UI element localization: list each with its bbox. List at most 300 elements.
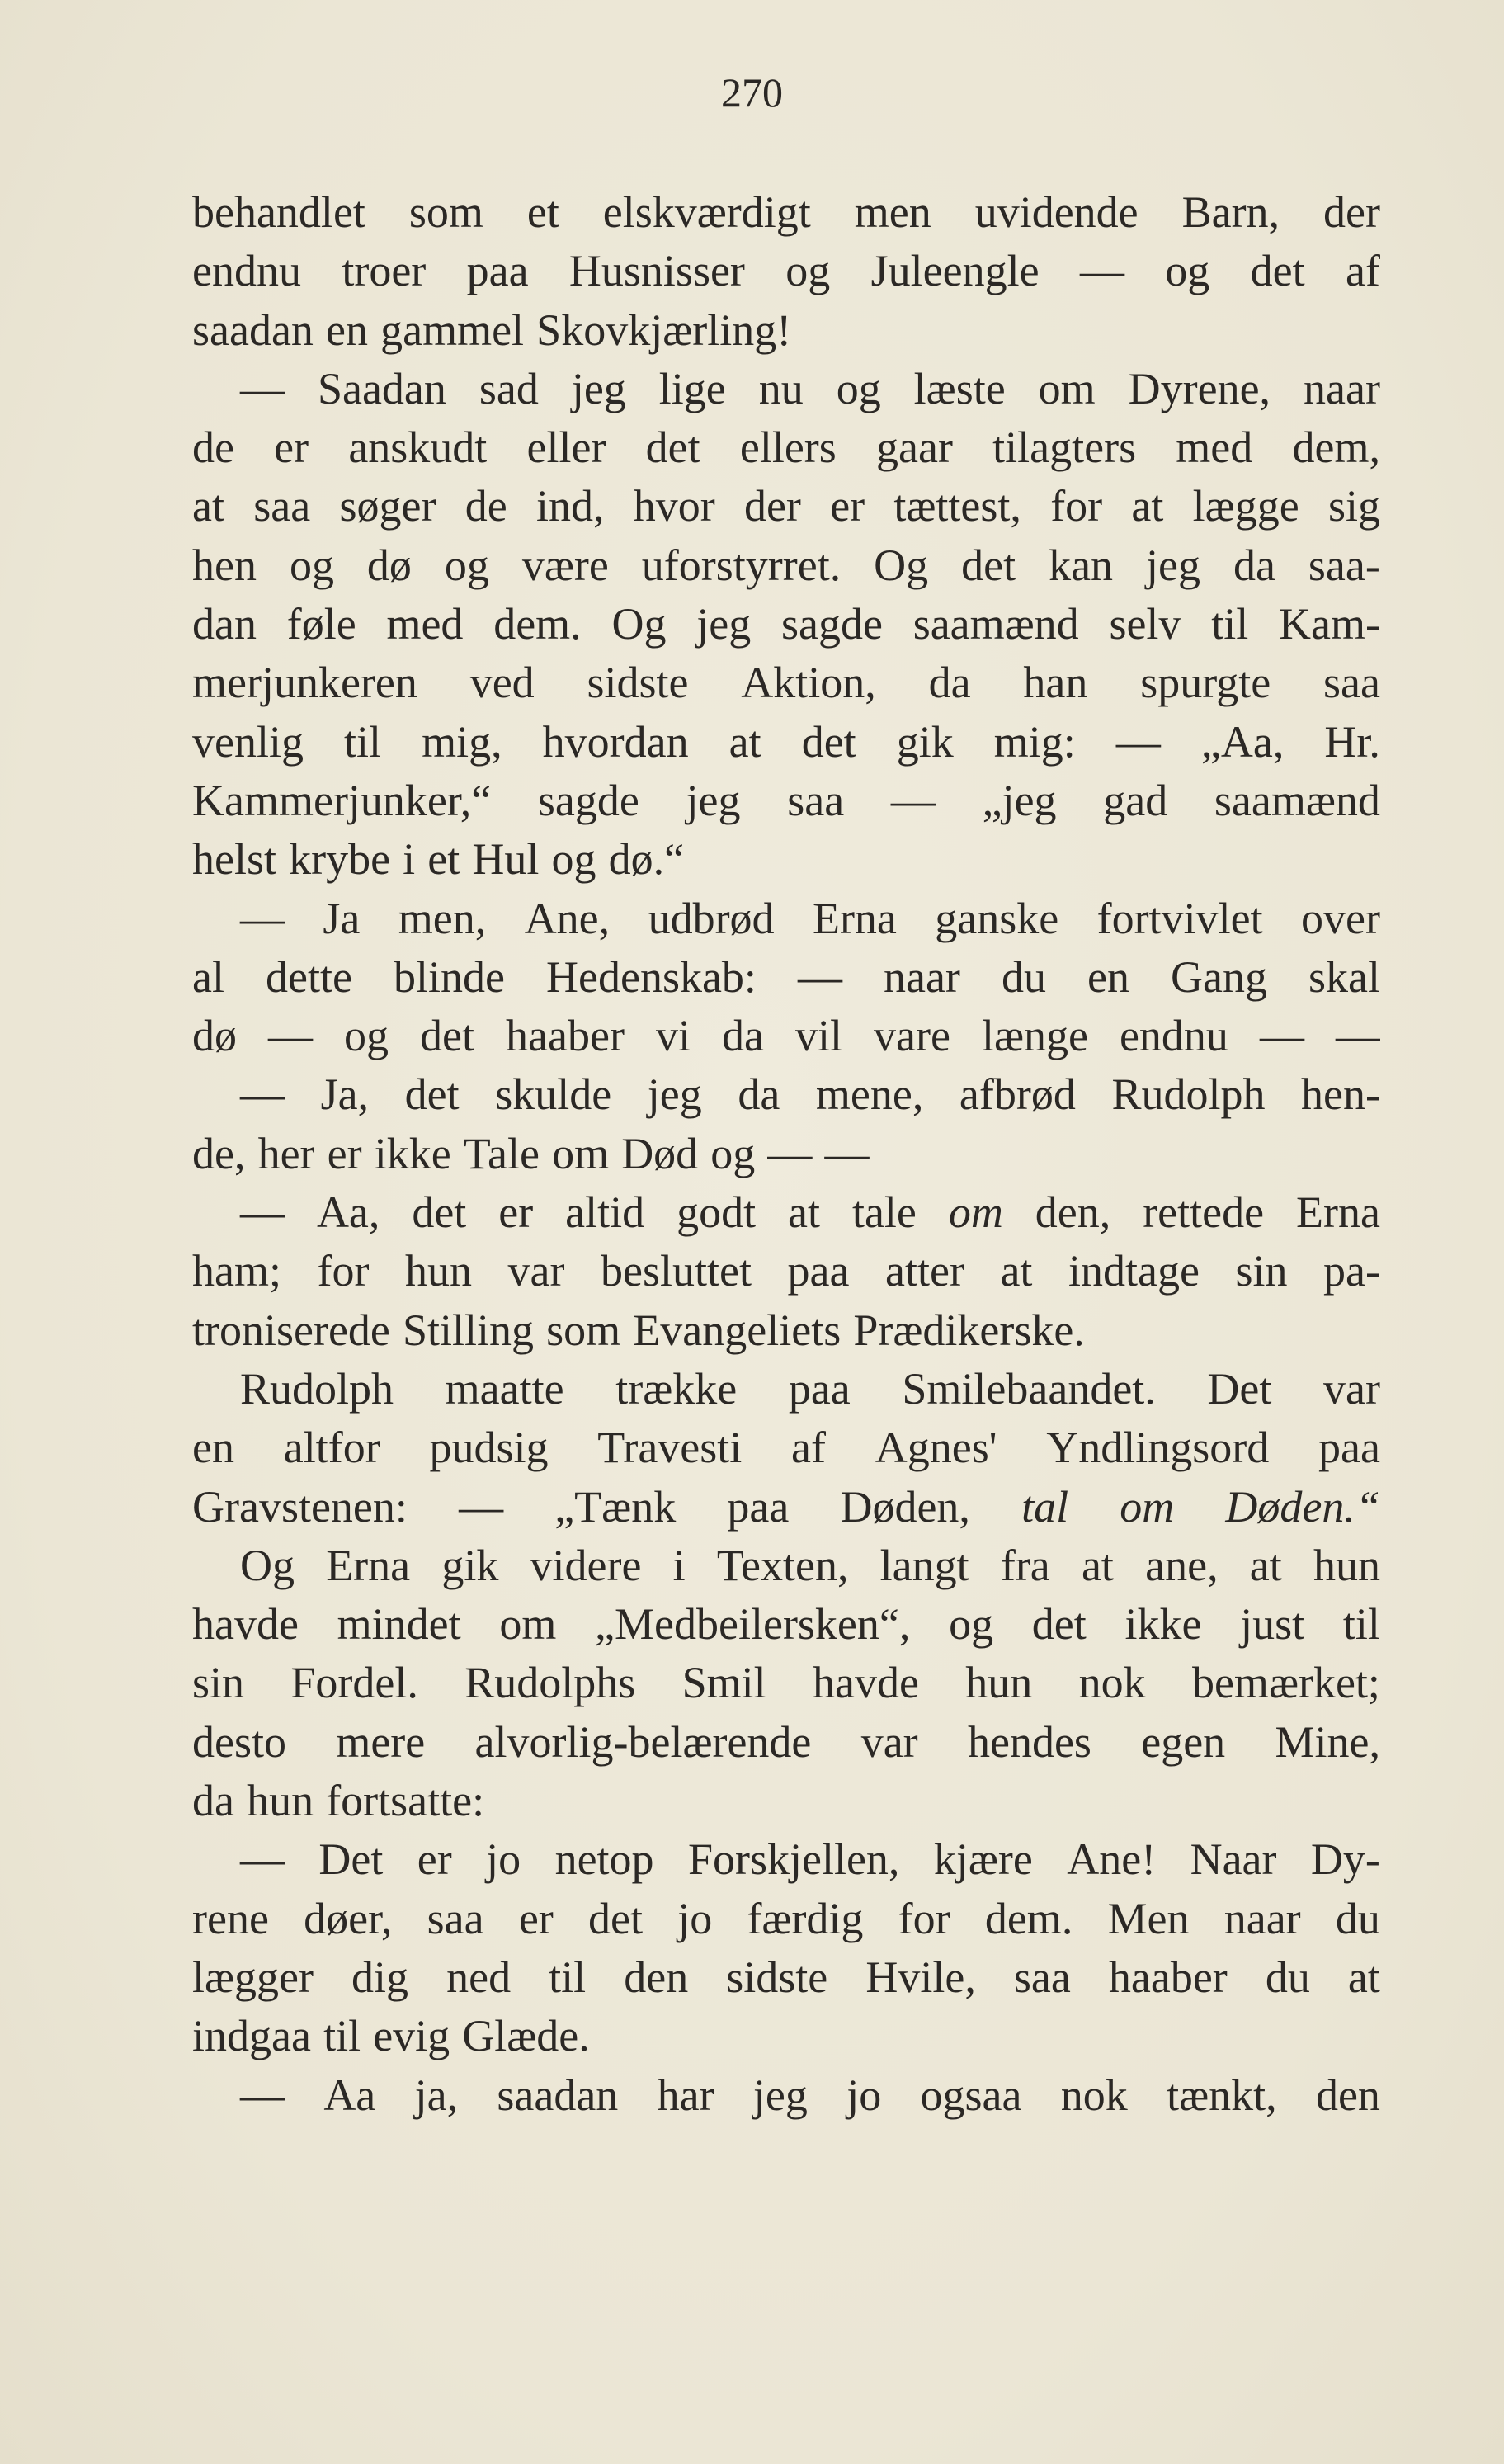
- word: af: [791, 1423, 826, 1473]
- word: —: [240, 893, 285, 943]
- word: men: [854, 187, 931, 237]
- word: det: [420, 1011, 475, 1061]
- word: —: [1335, 1011, 1380, 1061]
- word: for: [898, 1893, 950, 1943]
- word: helst: [192, 834, 276, 885]
- word: at: [192, 481, 224, 531]
- word: Gravstenen:: [192, 1481, 408, 1532]
- word: Hr.: [1324, 716, 1380, 767]
- word: Kammerjunker,“: [192, 775, 492, 825]
- word: Forskjellen,: [687, 1834, 900, 1885]
- word: „Aa,: [1200, 716, 1285, 767]
- text-line: [192, 713, 1380, 772]
- word: lige: [658, 363, 726, 413]
- word: et: [526, 187, 559, 237]
- word: ane,: [1145, 1540, 1219, 1590]
- word: —: [767, 1128, 813, 1178]
- word: en: [1087, 951, 1129, 1002]
- word: en: [326, 304, 368, 355]
- word: just: [1240, 1599, 1305, 1650]
- word: døer,: [304, 1893, 393, 1943]
- word: hen: [192, 540, 257, 590]
- word: Evangeliets: [633, 1305, 842, 1355]
- word: naar: [884, 951, 960, 1002]
- text-line: [192, 1654, 1380, 1712]
- word: skal: [1308, 951, 1380, 1002]
- word: kan: [1049, 540, 1114, 590]
- word: Smil: [681, 1658, 766, 1708]
- word: —: [824, 1128, 870, 1178]
- word: ikke: [374, 1128, 451, 1178]
- text-line: [192, 1301, 1380, 1360]
- word: mig:: [993, 716, 1076, 767]
- word: Det: [318, 1834, 384, 1885]
- word: til: [344, 716, 382, 767]
- word: jeg: [686, 775, 741, 825]
- word: Erna: [326, 1540, 411, 1590]
- word: Men: [1107, 1893, 1190, 1943]
- word: uforstyrret.: [641, 540, 842, 590]
- word: behandlet: [192, 187, 365, 237]
- word: trække: [615, 1363, 738, 1414]
- word: troer: [342, 246, 427, 296]
- word: tænkt,: [1167, 2070, 1277, 2120]
- word: ja,: [414, 2070, 459, 2120]
- word: Skovkjærling!: [536, 304, 792, 355]
- word: de,: [192, 1128, 246, 1178]
- text-line: [192, 1418, 1380, 1477]
- word: langt: [879, 1540, 969, 1590]
- word: paa: [788, 1363, 851, 1414]
- word: rene: [192, 1893, 269, 1943]
- word: Det: [1207, 1363, 1272, 1414]
- word: Dy-: [1310, 1834, 1380, 1885]
- word: var: [1323, 1363, 1380, 1414]
- word: saamænd: [1214, 775, 1380, 825]
- word: naar: [1304, 363, 1380, 413]
- word: Gang: [1170, 951, 1267, 1002]
- word: sin: [192, 1658, 245, 1708]
- word: den,: [1035, 1187, 1111, 1238]
- word: Travesti: [597, 1423, 743, 1473]
- word: søger: [339, 481, 436, 531]
- word: dan: [192, 599, 257, 649]
- word: er: [274, 422, 309, 473]
- word: —: [797, 951, 842, 1002]
- word: Agnes': [875, 1423, 997, 1473]
- word: „Medbeilersken“,: [595, 1599, 911, 1650]
- word: til: [1211, 599, 1249, 649]
- word: besluttet: [601, 1246, 752, 1296]
- word: Aa: [323, 2070, 376, 2120]
- word: ellers: [739, 422, 837, 473]
- text-line: [192, 1595, 1380, 1654]
- word: i: [403, 834, 416, 885]
- word: dette: [266, 951, 352, 1002]
- word: gaar: [876, 422, 953, 473]
- word: Ane!: [1067, 1834, 1157, 1885]
- word: men,: [398, 893, 487, 943]
- word: gik: [441, 1540, 499, 1590]
- word: var: [860, 1716, 918, 1767]
- word: videre: [530, 1540, 642, 1590]
- word: al: [192, 951, 224, 1002]
- word: dig: [351, 1952, 409, 2002]
- word: —: [240, 1069, 285, 1120]
- word: „jeg: [982, 775, 1057, 825]
- word: de: [192, 422, 234, 473]
- word: evig: [373, 2011, 450, 2061]
- word: du: [1265, 1952, 1310, 2002]
- word: Tale: [463, 1128, 540, 1178]
- word: i: [672, 1540, 686, 1590]
- page-number: 270: [721, 69, 783, 116]
- word: saadan: [497, 2070, 619, 2120]
- text-line: [192, 536, 1380, 595]
- word: gik: [896, 716, 954, 767]
- word: troniserede: [192, 1305, 390, 1355]
- text-line: [192, 1183, 1380, 1242]
- word: det: [961, 540, 1016, 590]
- word: anskudt: [348, 422, 488, 473]
- word: nok: [1060, 2070, 1128, 2120]
- word: sidste: [726, 1952, 828, 2002]
- word: Ane,: [524, 893, 611, 943]
- word: da: [738, 1069, 780, 1120]
- word: med: [386, 599, 464, 649]
- word: læste: [913, 363, 1006, 413]
- word: hendes: [967, 1716, 1091, 1767]
- word: lægger: [192, 1952, 314, 2002]
- word: den: [1315, 2070, 1380, 2120]
- word: den: [624, 1952, 689, 2002]
- word: —: [268, 1011, 314, 1061]
- word: Naar: [1190, 1834, 1277, 1885]
- word: vil: [794, 1011, 842, 1061]
- word: endnu: [1119, 1011, 1228, 1061]
- word: hun: [1313, 1540, 1380, 1590]
- word: hen-: [1301, 1069, 1380, 1120]
- word: ikke: [1124, 1599, 1202, 1650]
- text-line: [192, 890, 1380, 948]
- word: ham;: [192, 1246, 281, 1296]
- word: jo: [486, 1834, 521, 1885]
- word: med: [1176, 422, 1253, 473]
- word: jo: [846, 2070, 882, 2120]
- word: saa: [1013, 1952, 1071, 2002]
- word: da: [192, 1776, 234, 1826]
- word: du: [1335, 1893, 1380, 1943]
- word: det: [645, 422, 700, 473]
- word: har: [657, 2070, 714, 2120]
- word: fortvivlet: [1096, 893, 1263, 943]
- word: Ja: [323, 893, 361, 943]
- word: og: [949, 1599, 994, 1650]
- word: paa: [787, 1246, 850, 1296]
- word: det: [404, 1069, 460, 1120]
- word: jeg: [696, 599, 752, 649]
- text-line: [192, 1830, 1380, 1889]
- word: —: [1079, 246, 1124, 296]
- word: Erna: [812, 893, 897, 943]
- word: for: [1050, 481, 1103, 531]
- word: Juleengle: [870, 246, 1040, 296]
- word: og: [551, 834, 596, 885]
- word: saa: [253, 481, 311, 531]
- word: og: [344, 1011, 389, 1061]
- word: vi: [655, 1011, 691, 1061]
- word: gad: [1103, 775, 1168, 825]
- word: Og: [611, 599, 667, 649]
- word: desto: [192, 1716, 286, 1767]
- text-line: [192, 2066, 1380, 2125]
- word: —: [240, 1187, 285, 1238]
- word: Rudolphs: [464, 1658, 636, 1708]
- word: til: [323, 2011, 361, 2061]
- text-line: [192, 1890, 1380, 1948]
- word: dø: [366, 540, 412, 590]
- word: dem,: [1292, 422, 1380, 473]
- word: Kam-: [1278, 599, 1380, 649]
- word: pa-: [1323, 1246, 1380, 1296]
- word: paa: [466, 246, 529, 296]
- word: uvidende: [974, 187, 1139, 237]
- word: og: [1165, 246, 1210, 296]
- word: dø: [192, 1011, 237, 1061]
- word: det: [588, 1893, 643, 1943]
- word: ogsaa: [920, 2070, 1022, 2120]
- word: de: [464, 481, 507, 531]
- word: kjære: [933, 1834, 1033, 1885]
- word: for: [317, 1246, 370, 1296]
- word: Husnisser: [568, 246, 745, 296]
- word: Aktion,: [741, 658, 876, 708]
- word: indtage: [1068, 1246, 1200, 1296]
- word: —: [1259, 1011, 1304, 1061]
- word: der: [743, 481, 801, 531]
- word: haaber: [1108, 1952, 1228, 2002]
- text-line: [192, 301, 1380, 360]
- word: —: [890, 775, 936, 825]
- word: „Tænk: [554, 1481, 677, 1532]
- word: han: [1023, 658, 1088, 708]
- word: —: [459, 1481, 504, 1532]
- text-line: [192, 948, 1380, 1007]
- word: Og: [874, 540, 929, 590]
- word: du: [1001, 951, 1046, 1002]
- word: alvorlig-belærende: [474, 1716, 812, 1767]
- word: over: [1301, 893, 1380, 943]
- word: ved: [469, 658, 535, 708]
- word: og: [444, 540, 489, 590]
- word: om: [1038, 363, 1096, 413]
- word: og: [836, 363, 881, 413]
- text-line: [192, 418, 1380, 477]
- word: Mine,: [1275, 1716, 1380, 1767]
- word: eller: [526, 422, 606, 473]
- word: hun: [247, 1776, 314, 1826]
- word: jeg: [571, 363, 626, 413]
- word: er: [327, 1128, 362, 1178]
- word: Prædikerske.: [853, 1305, 1085, 1355]
- word: er: [830, 481, 865, 531]
- word: er: [518, 1893, 554, 1943]
- word: Saadan: [317, 363, 446, 413]
- word: egen: [1141, 1716, 1226, 1767]
- text-line: [192, 772, 1380, 830]
- word: Yndlingsord: [1046, 1423, 1270, 1473]
- word: pudsig: [429, 1423, 549, 1473]
- word: godt: [677, 1187, 757, 1238]
- word: paa: [1318, 1423, 1380, 1473]
- word: maatte: [445, 1363, 564, 1414]
- word: selv: [1109, 599, 1181, 649]
- word: —: [240, 1834, 285, 1885]
- text-line: [192, 1242, 1380, 1300]
- word: det: [1250, 246, 1305, 296]
- word: mig,: [422, 716, 502, 767]
- word: saamænd: [912, 599, 1079, 649]
- word: som: [408, 187, 483, 237]
- word: ganske: [935, 893, 1059, 943]
- word: saa: [1323, 658, 1380, 708]
- text-line: [192, 830, 1380, 889]
- word: havde: [813, 1658, 919, 1708]
- word: om: [948, 1187, 1003, 1238]
- text-line: [192, 2007, 1380, 2065]
- word: til: [1342, 1599, 1380, 1650]
- word: jo: [677, 1893, 713, 1943]
- word: dem.: [493, 599, 582, 649]
- word: saa: [787, 775, 845, 825]
- word: nok: [1078, 1658, 1146, 1708]
- text-line: [192, 242, 1380, 300]
- word: merjunkeren: [192, 658, 417, 708]
- word: der: [1323, 187, 1380, 237]
- text-line: [192, 1125, 1380, 1183]
- word: saa-: [1308, 540, 1380, 590]
- word: hun: [405, 1246, 473, 1296]
- word: Hedenskab:: [546, 951, 757, 1002]
- word: —: [240, 363, 285, 413]
- word: Aa,: [316, 1187, 380, 1238]
- word: er: [498, 1187, 534, 1238]
- word: Smilebaandet.: [902, 1363, 1156, 1414]
- word: jeg: [752, 2070, 808, 2120]
- word: Glæde.: [462, 2011, 590, 2061]
- text-line: [192, 654, 1380, 712]
- text-line: [192, 1007, 1380, 1065]
- word: jeg: [647, 1069, 702, 1120]
- word: mere: [336, 1716, 426, 1767]
- word: en: [192, 1423, 234, 1473]
- word: indgaa: [192, 2011, 311, 2061]
- word: spurgte: [1140, 658, 1271, 708]
- word: Og: [240, 1540, 295, 1590]
- word: Dyrene,: [1128, 363, 1271, 413]
- word: at: [1347, 1952, 1380, 2002]
- word: Erna: [1296, 1187, 1380, 1238]
- word: —: [240, 2070, 285, 2120]
- word: da: [928, 658, 971, 708]
- word: vare: [874, 1011, 950, 1061]
- word: Texten,: [716, 1540, 849, 1590]
- word: krybe: [289, 834, 391, 885]
- word: Barn,: [1181, 187, 1280, 237]
- word: om: [552, 1128, 610, 1178]
- word: fra: [1000, 1540, 1050, 1590]
- word: Rudolph: [1111, 1069, 1266, 1120]
- word: dem.: [984, 1893, 1073, 1943]
- body-text: [192, 183, 1380, 2125]
- word: paa: [727, 1481, 790, 1532]
- word: om: [1120, 1481, 1175, 1532]
- text-line: [192, 1065, 1380, 1124]
- word: er: [417, 1834, 452, 1885]
- word: og: [785, 246, 831, 296]
- word: elskværdigt: [602, 187, 811, 237]
- word: Døden.“: [1225, 1481, 1380, 1532]
- word: færdig: [747, 1893, 864, 1943]
- word: det: [1031, 1599, 1087, 1650]
- word: havde: [192, 1599, 299, 1650]
- text-line: [192, 595, 1380, 654]
- word: endnu: [192, 246, 301, 296]
- word: venlig: [192, 716, 304, 767]
- word: nu: [758, 363, 804, 413]
- word: saadan: [192, 304, 314, 355]
- word: sig: [1327, 481, 1380, 531]
- word: blinde: [394, 951, 505, 1002]
- word: sad: [479, 363, 539, 413]
- word: at: [788, 1187, 821, 1238]
- word: at: [1000, 1246, 1033, 1296]
- word: ind,: [535, 481, 605, 531]
- word: lægge: [1192, 481, 1299, 531]
- word: sidste: [587, 658, 689, 708]
- word: her: [257, 1128, 315, 1178]
- word: som: [546, 1305, 621, 1355]
- word: tættest,: [893, 481, 1021, 531]
- word: at: [1081, 1540, 1114, 1590]
- word: tale: [851, 1187, 917, 1238]
- word: Død: [621, 1128, 699, 1178]
- word: gammel: [380, 304, 525, 355]
- word: Hul: [472, 834, 540, 885]
- word: jeg: [1146, 540, 1201, 590]
- word: altid: [565, 1187, 645, 1238]
- word: da: [721, 1011, 764, 1061]
- word: hun: [965, 1658, 1033, 1708]
- text-line: [192, 360, 1380, 418]
- word: at: [1131, 481, 1164, 531]
- word: altfor: [283, 1423, 380, 1473]
- word: og: [710, 1128, 756, 1178]
- word: ned: [446, 1952, 512, 2002]
- word: —: [1115, 716, 1161, 767]
- word: Rudolph: [240, 1363, 394, 1414]
- word: at: [728, 716, 761, 767]
- word: et: [427, 834, 460, 885]
- word: det: [412, 1187, 467, 1238]
- text-line: [192, 1360, 1380, 1418]
- word: netop: [554, 1834, 654, 1885]
- word: atter: [885, 1246, 964, 1296]
- text-line: [192, 477, 1380, 536]
- word: afbrød: [959, 1069, 1076, 1120]
- word: hvor: [633, 481, 715, 531]
- text-line: [192, 1713, 1380, 1772]
